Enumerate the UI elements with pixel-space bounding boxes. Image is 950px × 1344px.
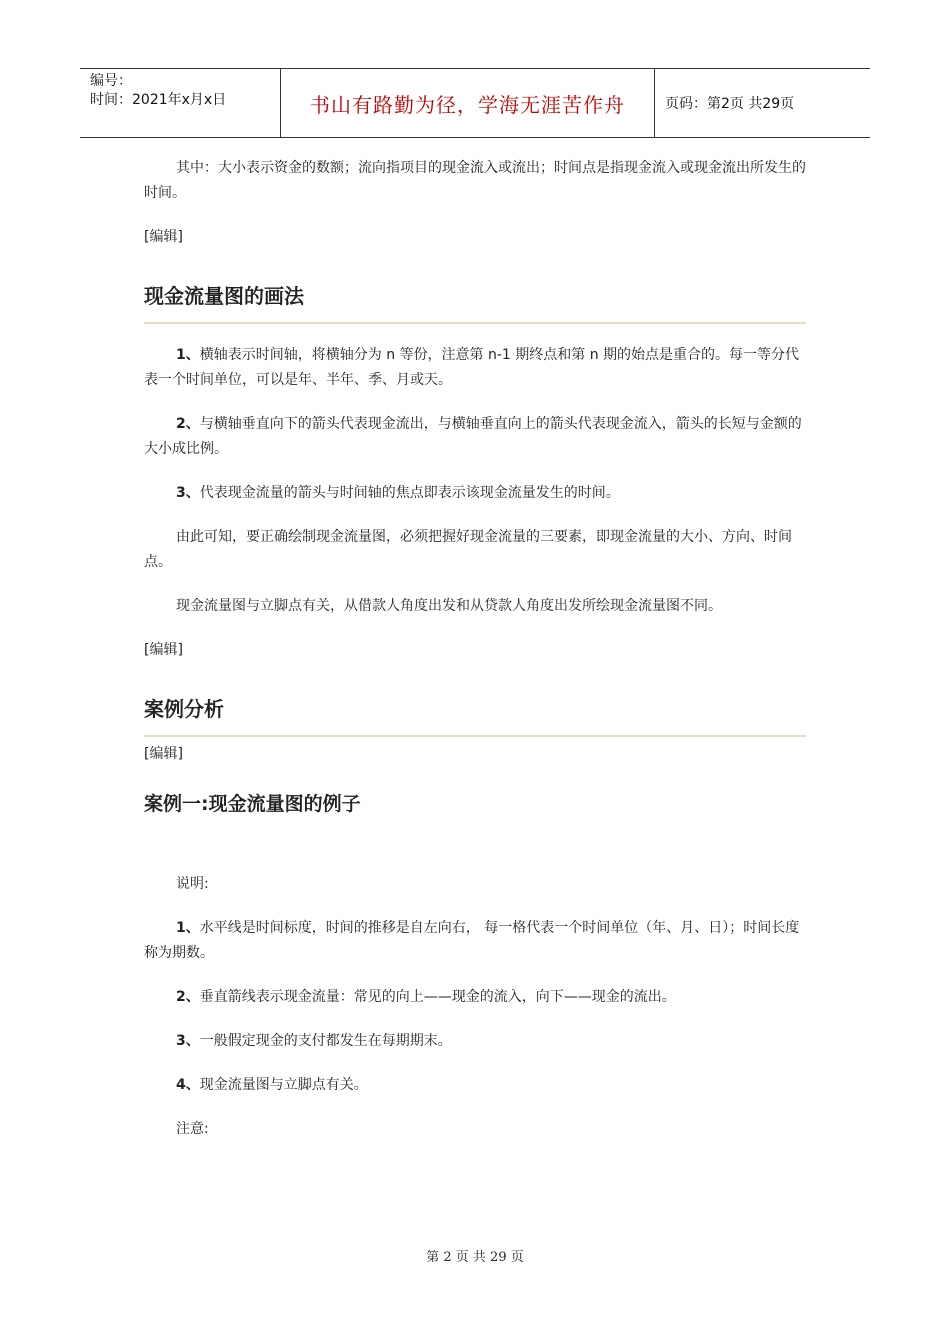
intro-text-4: 所发生的时间。 bbox=[144, 160, 806, 201]
edit-link-1[interactable]: [编辑] bbox=[144, 229, 183, 245]
list-item-text: 水平线是时间标度，时间的推移是自左向右， 每一格代表一个时间单位（年、月、日）；时间长度称为期数。 bbox=[144, 920, 800, 961]
explain-label: 说明: bbox=[176, 876, 209, 892]
section-divider bbox=[144, 735, 806, 737]
intro-text-2: 的数额；流向指项目的 bbox=[302, 160, 442, 176]
section-title-drawing-method: 现金流量图的画法 bbox=[144, 284, 304, 308]
document-header bbox=[80, 68, 870, 138]
link-cash-inflow[interactable]: 现金流入 bbox=[442, 160, 498, 176]
list-item bbox=[144, 1029, 806, 1054]
list-item-text: 代表现金流量的箭头与时间轴的焦点即表示该现金流量发生的时间。 bbox=[199, 485, 620, 501]
list-item bbox=[144, 1073, 806, 1098]
list-item-text: 一般假定现金的支付都发生在每期期末。 bbox=[199, 1033, 452, 1049]
list-item bbox=[144, 481, 806, 506]
list-item-text: 的流入，向下——现金的流出。 bbox=[479, 989, 676, 1005]
note-label: 注意: bbox=[176, 1121, 209, 1137]
list-item-number: 2、 bbox=[176, 416, 200, 432]
list-item-number: 3、 bbox=[176, 485, 200, 501]
list-item-number: 1、 bbox=[176, 920, 200, 936]
page-footer: 第 2 页 共 29 页 bbox=[426, 1250, 524, 1265]
list-item-number: 4、 bbox=[176, 1077, 200, 1093]
list-item bbox=[144, 985, 806, 1010]
list-item-text: 横轴表示时间轴，将横轴分为 n 等份，注意第 n-1 期终点和第 n 期的始点是重合的。每一等分代表一个时间单位，可以是年、半年、季、月或天。 bbox=[144, 347, 800, 388]
list-item-number: 3、 bbox=[176, 1033, 200, 1049]
list-item bbox=[144, 412, 806, 462]
list-item-number: 2、 bbox=[176, 989, 200, 1005]
link-cash-outflow[interactable]: 现金流出 bbox=[694, 160, 750, 176]
list-item-text: 现金流量图与立脚点有关。 bbox=[199, 1077, 368, 1093]
header-meta bbox=[80, 69, 281, 137]
summary-paragraph: 由此可知，要正确绘制现金流量图，必须把握好现金流量的三要素，即现金流量的大小、方向、时间点。 bbox=[144, 529, 792, 570]
section-title-case-analysis: 案例分析 bbox=[144, 697, 224, 721]
header-page-info: 页码：第2页 共29页 bbox=[665, 96, 795, 112]
case-one-title: 案例一:现金流量图的例子 bbox=[144, 793, 361, 815]
intro-paragraph bbox=[144, 156, 806, 206]
time-label: 时间：2021年x月x日 bbox=[90, 92, 227, 108]
edit-link-3[interactable]: [编辑] bbox=[144, 746, 183, 762]
link-capital[interactable]: 资金 bbox=[274, 160, 302, 176]
intro-text-1: 其中：大小表示 bbox=[176, 160, 274, 176]
number-label: 编号： bbox=[90, 73, 132, 89]
list-item bbox=[144, 916, 806, 966]
intro-text-3: 或流出；时间点是指现金流入或 bbox=[498, 160, 694, 176]
link-cash[interactable]: 现金 bbox=[451, 989, 480, 1005]
edit-link-2[interactable]: [编辑] bbox=[144, 642, 183, 658]
document-body bbox=[144, 150, 806, 1142]
list-item-text: 垂直箭线表示现金流量：常见的向上—— bbox=[199, 989, 452, 1005]
header-motto: 书山有路勤为径，学海无涯苦作舟 bbox=[281, 69, 655, 137]
list-item-text: 与横轴垂直向下的箭头代表现金流出，与横轴垂直向上的箭头代表现金流入，箭头的长短与金额的大小成比例。 bbox=[144, 416, 802, 457]
list-item-number: 1、 bbox=[176, 347, 200, 363]
viewpoint-paragraph: 现金流量图与立脚点有关，从借款人角度出发和从贷款人角度出发所绘现金流量图不同。 bbox=[176, 598, 722, 614]
list-item bbox=[144, 343, 806, 393]
section-divider bbox=[144, 322, 806, 324]
